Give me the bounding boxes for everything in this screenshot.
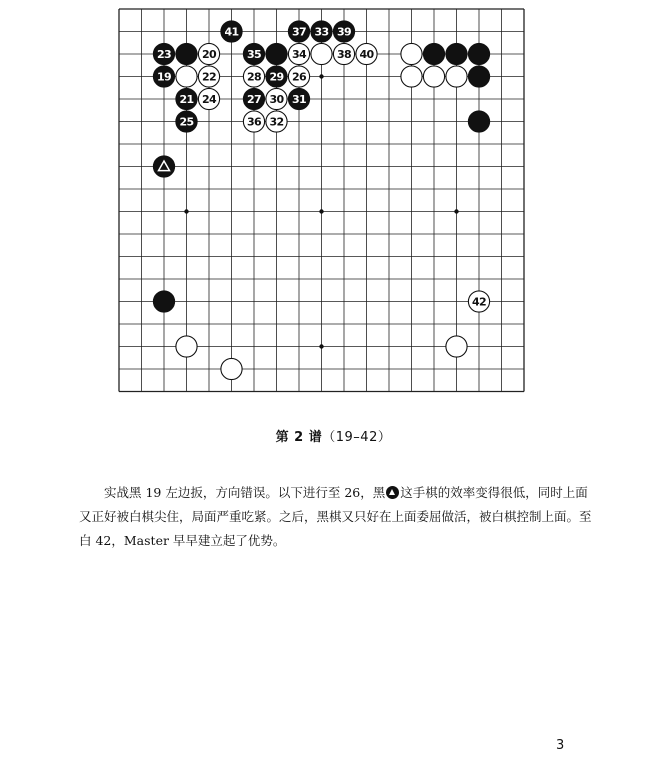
white-stone: [311, 43, 332, 64]
white-stone: [423, 66, 444, 87]
black-stone: [266, 43, 287, 64]
stone-move-number: 36: [247, 115, 261, 129]
caption-title: 第 2 谱: [275, 430, 323, 445]
commentary-part-2: 这手棋的效率变得很低，同时上面又正好被白棋尖住，局面严重吃紧。之后，黑棋又只好在上面委屈做活，被白棋控制上面。至白 42，Master 早早建立起了优势。: [79, 485, 592, 548]
stone-move-number: 28: [247, 70, 261, 84]
black-stone: [446, 43, 467, 64]
stone-move-number: 20: [202, 48, 216, 61]
caption-move-range: （19–42）: [322, 430, 392, 445]
stone-move-number: 35: [247, 48, 261, 61]
stone-move-number: 27: [247, 93, 261, 106]
white-stone: [176, 66, 197, 87]
black-stone: [423, 43, 444, 64]
stone-move-number: 37: [292, 25, 306, 39]
stone-move-number: 40: [359, 48, 374, 61]
stone-move-number: 31: [292, 93, 306, 106]
stone-move-number: 21: [179, 93, 194, 106]
stone-move-number: 41: [224, 25, 239, 39]
star-point: [454, 209, 458, 213]
stone-move-number: 34: [292, 48, 306, 61]
star-point: [319, 344, 323, 348]
stone-move-number: 26: [292, 70, 306, 84]
stone-move-number: 30: [269, 93, 284, 106]
white-stone: [446, 336, 467, 357]
black-stone: [468, 66, 489, 87]
stone-move-number: 29: [269, 70, 284, 84]
diagram-caption: [0, 426, 667, 445]
stone-move-number: 25: [179, 115, 194, 129]
white-stone: [401, 43, 422, 64]
stone-move-number: 39: [337, 25, 351, 39]
go-board: [100, 0, 540, 420]
black-stone: [153, 291, 174, 312]
white-stone: [176, 336, 197, 357]
stone-move-number: 23: [157, 48, 171, 61]
star-point: [319, 209, 323, 213]
star-point: [184, 209, 188, 213]
black-stone: [176, 43, 197, 64]
stone-move-number: 33: [314, 25, 329, 39]
stone-move-number: 19: [157, 70, 171, 84]
black-stone: [468, 43, 489, 64]
commentary-text: [79, 481, 599, 553]
commentary-part-1: 实战黑 19 左边扳，方向错误。以下进行至 26，黑: [104, 485, 386, 500]
black-triangle-stone-icon: [386, 486, 399, 499]
black-stone: [468, 111, 489, 132]
go-board-diagram: [100, 0, 540, 420]
white-stone: [401, 66, 422, 87]
white-stone: [221, 358, 242, 379]
page-number: 3: [556, 738, 565, 753]
stone-move-number: 32: [269, 115, 284, 129]
star-point: [319, 74, 323, 78]
stone-move-number: 38: [337, 48, 351, 61]
commentary-paragraph: [79, 481, 599, 553]
stone-move-number: 22: [202, 70, 216, 84]
stone-move-number: 24: [202, 93, 216, 106]
black-stone: [153, 156, 174, 177]
white-stone: [446, 66, 467, 87]
stone-move-number: 42: [472, 295, 486, 309]
